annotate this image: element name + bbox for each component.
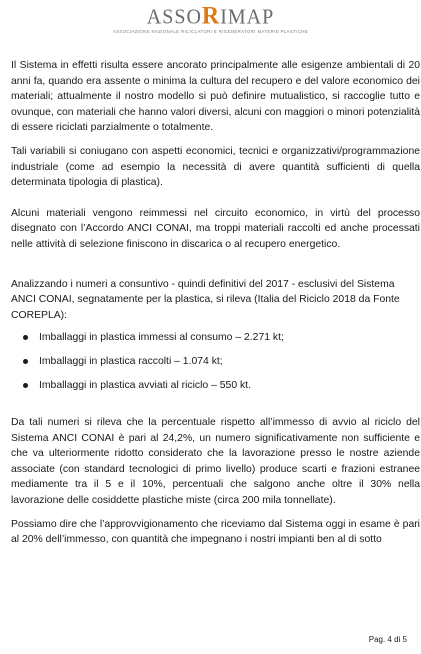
bullet-item [23,354,420,370]
paragraph-3: Alcuni materiali vengono reimmessi nel circuito economico, in virtù del processo disegnato con l’Accordo ANCI CONAI, ma troppi materiali raccolti ed anche processati nelle attività di selezione finiscono in discarica o al recupero energetico. [11,207,420,250]
paragraph-6: Possiamo dire che l’approvvigionamento che riceviamo dal Sistema oggi in esame è pari al 20% dell’immesso, con quantità che impegnano i nostri impianti ben al di sotto [11,518,420,546]
paragraph-4: Analizzando i numeri a consuntivo - quindi definitivi del 2017 - esclusivi del Sistema ANCI CONAI, segnatamente per la plastica, si rileva (Italia del Riciclo 2018 da Fonte COREPLA): [11,278,400,321]
logo-subtitle: ASSOCIAZIONE NAZIONALE RICICLATORI E RIGENERATORI MATERIE PLASTICHE [112,29,309,34]
logo-text-post: IMAP [220,5,275,29]
bullet-icon [23,383,28,388]
bullet-text: Imballaggi in plastica immessi al consumo – 2.271 kt; [39,332,284,344]
bullet-text: Imballaggi in plastica raccolti – 1.074 kt; [39,355,223,367]
logo-text-accent: R [201,2,221,30]
assorimap-logo [0,2,421,35]
paragraph-2: Tali variabili si coniugano con aspetti economici, tecnici e organizzativi/programmazione industriale (come ad esempio la necessità di avere quantità sufficienti di quella determinata tipologia di plastica). [11,145,420,189]
bullet-list [11,330,420,393]
logo-text-pre: ASSO [146,5,202,29]
bullet-item [23,378,420,394]
bullet-text: Imballaggi in plastica avviati al riciclo – 550 kt. [39,379,251,391]
bullet-item [23,330,420,346]
logo-wordmark [146,2,275,30]
bullet-icon [23,359,28,364]
page-number: Pag. 4 di 5 [368,635,407,644]
paragraph-5: Da tali numeri si rileva che la percentuale rispetto all’immesso di avvio al riciclo del Sistema ANCI CONAI è pari al 24,2%, un numero significativamente non sufficiente e che va ulteriormente ridotto considerato che la lavorazione presso le nostre aziende associate (con standard tecnologici di primo livello) produce scarti e frazioni estranee mediamente tra il 5 e il 10%, percentuali che salgono anche oltre il 30% nella lavorazione delle cosiddette plastiche miste (circa 200 mila tonnellate). [11,417,420,507]
bullet-icon [23,335,28,340]
document-body [11,58,420,548]
paragraph-1: Il Sistema in effetti risulta essere ancorato principalmente alle esigenze ambientali di 20 anni fa, quando era assente o minima la cultura del recupero e del valore economico dei materiali; attualmente il nostro modello si può definire mutualistico, si raccoglie tutto e ovunque, con materiali che hanno valori diversi, alcuni con maggiori o minori potenzialità di essere riciclati parzialmente o totalmente. [11,60,420,134]
